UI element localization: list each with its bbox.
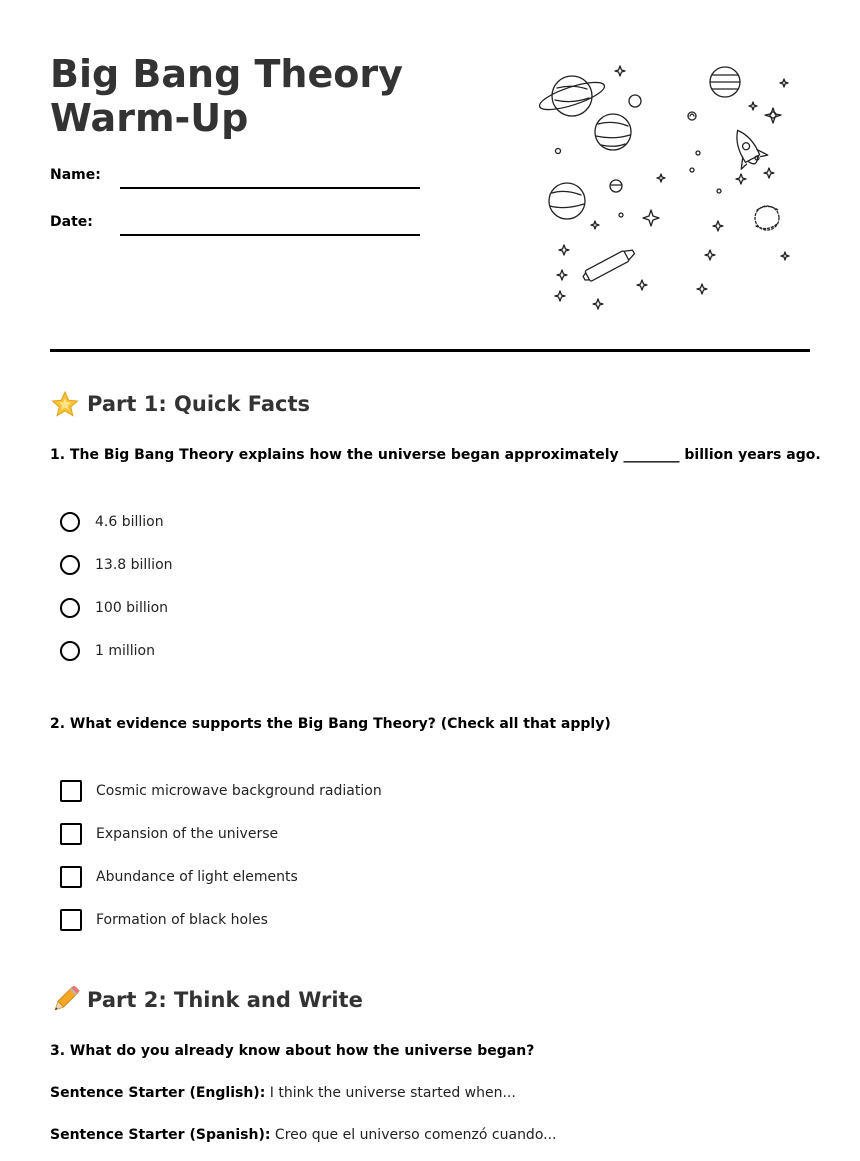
checkbox[interactable] (60, 909, 82, 931)
star-dot-icons (556, 112, 760, 217)
header-divider (50, 349, 810, 352)
sentence-starter-spanish (50, 1125, 557, 1145)
q1-option-4[interactable] (60, 639, 155, 663)
q1-option-1[interactable] (60, 510, 164, 534)
checkbox[interactable] (60, 866, 82, 888)
date-field[interactable] (120, 234, 420, 236)
date-label: Date: (50, 214, 93, 230)
pencil-icon (50, 986, 80, 1014)
q1-option-2[interactable] (60, 553, 173, 577)
part1-heading (50, 390, 310, 418)
question-2: 2. What evidence supports the Big Bang Theory? (Check all that apply) (50, 716, 611, 732)
q2-option-label: Formation of black holes (96, 912, 268, 928)
glowing-star-icon (50, 390, 80, 418)
radio-button[interactable] (60, 555, 80, 575)
large-planet-icon (549, 183, 585, 219)
q1-option-3[interactable] (60, 596, 168, 620)
question-3: 3. What do you already know about how the universe began? (50, 1043, 535, 1059)
name-field[interactable] (120, 187, 420, 189)
radio-button[interactable] (60, 512, 80, 532)
q1-option-label: 4.6 billion (95, 514, 164, 530)
page-title: Big Bang Theory Warm-Up (50, 52, 403, 140)
tiny-planet-icon (610, 180, 622, 192)
starter-es-label: Sentence Starter (Spanish): (50, 1127, 271, 1143)
small-planet-icon (629, 95, 641, 107)
q2-option-4[interactable] (60, 908, 268, 932)
q2-option-2[interactable] (60, 822, 278, 846)
telescope-icon (581, 247, 636, 284)
galaxy-icon (755, 206, 779, 230)
q1-option-label: 100 billion (95, 600, 169, 616)
starter-en-label: Sentence Starter (English): (50, 1085, 266, 1101)
q2-option-1[interactable] (60, 779, 382, 803)
starter-en-text: I think the universe started when... (265, 1085, 516, 1101)
rocket-icon (724, 123, 768, 170)
ringed-planet-icon (537, 76, 607, 116)
planet-icon (595, 114, 631, 150)
sparkle-icons (555, 66, 789, 309)
question-1: 1. The Big Bang Theory explains how the universe began approximately ________ billion years ago. (50, 447, 821, 463)
radio-button[interactable] (60, 598, 80, 618)
q2-option-3[interactable] (60, 865, 298, 889)
checkbox[interactable] (60, 823, 82, 845)
q2-option-label: Cosmic microwave background radiation (96, 783, 382, 799)
q1-option-label: 13.8 billion (95, 557, 173, 573)
radio-button[interactable] (60, 641, 80, 661)
q2-option-label: Expansion of the universe (96, 826, 279, 842)
part2-heading (50, 986, 363, 1014)
starter-es-text: Creo que el universo comenzó cuando... (270, 1127, 557, 1143)
checkbox[interactable] (60, 780, 82, 802)
name-label: Name: (50, 167, 101, 183)
q1-option-label: 1 million (95, 643, 155, 659)
part1-heading-text: Part 1: Quick Facts (87, 392, 311, 416)
striped-planet-icon (710, 67, 740, 97)
q2-option-label: Abundance of light elements (96, 869, 298, 885)
part2-heading-text: Part 2: Think and Write (87, 988, 363, 1012)
sentence-starter-english (50, 1083, 516, 1103)
space-doodle-icon (535, 58, 800, 313)
